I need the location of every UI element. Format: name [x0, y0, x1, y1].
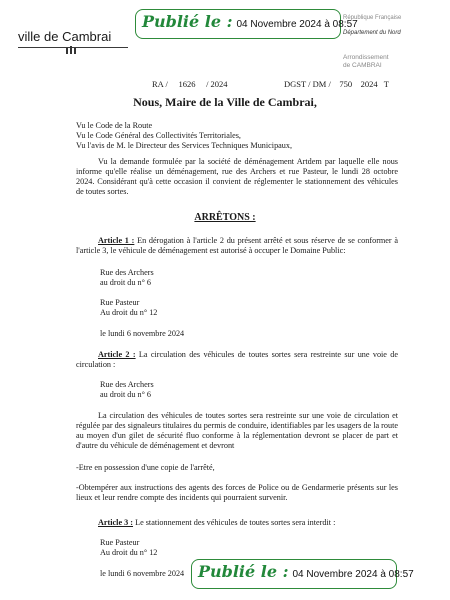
publication-stamp-top — [135, 9, 358, 39]
stamp-date: 04 Novembre 2024 à 08:57 — [236, 19, 358, 30]
city-logo-text: ville de Cambrai — [18, 29, 112, 44]
intro-paragraph: Vu la demande formulée par la société de déménagement Artdem par laquelle elle nous informe qu'elle réalise un déménagement, rue des Archers et rue Pasteur, le lundi 28 octobre 2024. Considérant qu'à cette occasion il convient de réglementer le stationnement des véhicules de toutes sortes. — [76, 157, 398, 196]
article-3-text: Le stationnement des véhicules de toutes sortes sera interdit : — [133, 518, 336, 527]
vu-list — [76, 121, 292, 151]
city-logo-emblem-icon — [62, 46, 102, 54]
article-1-text: En dérogation à l'article 2 du présent arrêté et sous réserve de se conformer à l'article 3, le véhicule de déménagement est autorisé à occuper le Domaine Public: — [76, 236, 398, 255]
reference-ra: RA / 1626 / 2024 — [152, 79, 228, 89]
article-2-location: Rue des Archers au droit du n° 6 — [100, 380, 154, 399]
article-3-label: Article 3 : — [98, 518, 134, 527]
article-1-label: Article 1 : — [98, 236, 135, 245]
article-1 — [76, 236, 398, 256]
republique-label: République Française — [343, 15, 402, 21]
article-1-location-2: Rue Pasteur Au droit du n° 12 — [100, 298, 158, 317]
publication-stamp-bottom — [191, 559, 414, 589]
stamp-date: 04 Novembre 2024 à 08:57 — [292, 569, 414, 580]
document-title: Nous, Maire de la Ville de Cambrai, — [133, 95, 317, 109]
article-3-date: le lundi 6 novembre 2024 — [100, 569, 185, 578]
arretons-heading: ARRÊTONS : — [194, 212, 256, 223]
article-1-location-1: Rue des Archers au droit du n° 6 — [100, 268, 154, 287]
article-2-label: Article 2 : — [98, 350, 136, 359]
arrondissement-label: Arrondissement de CAMBRAI — [343, 54, 389, 70]
vu-item: Vu l'avis de M. le Directeur des Services Techniques Municipaux, — [76, 141, 293, 150]
article-1-date: le lundi 6 novembre 2024 — [100, 329, 185, 338]
departement-label: Département du Nord — [343, 30, 401, 36]
stamp-label: Publié le : — [142, 12, 233, 31]
article-2-text: La circulation des véhicules de toutes sortes sera restreinte sur une voie de circulation : — [76, 350, 398, 369]
stamp-label: Publié le : — [198, 562, 289, 581]
article-2-paragraph: La circulation des véhicules de toutes sortes sera restreinte sur une voie de circulation et régulée par des signaleurs titulaires du permis de conduire, identifiables par les usagers de la route au moyen d'un gilet de sécurité fluo conforme à la réglementation devront se placer de part et d'autre du véhicule de déménagement et devront — [76, 411, 398, 450]
article-3 — [76, 518, 398, 528]
article-2 — [76, 350, 398, 370]
article-3-location: Rue Pasteur Au droit du n° 12 — [100, 538, 158, 557]
article-2-bullet-1: -Etre en possession d'une copie de l'arrêté, — [76, 463, 215, 472]
reference-dgst: DGST / DM / 750 2024 T — [284, 79, 390, 89]
article-2-bullet-2: -Obtempérer aux instructions des agents des forces de Police ou de Gendarmerie présents sur les lieux et leur rendre compte des incidents qui pourraient survenir. — [76, 483, 398, 502]
vu-item: Vu le Code Général des Collectivités Territoriales, — [76, 131, 241, 140]
vu-item: Vu le Code de la Route — [76, 121, 153, 130]
